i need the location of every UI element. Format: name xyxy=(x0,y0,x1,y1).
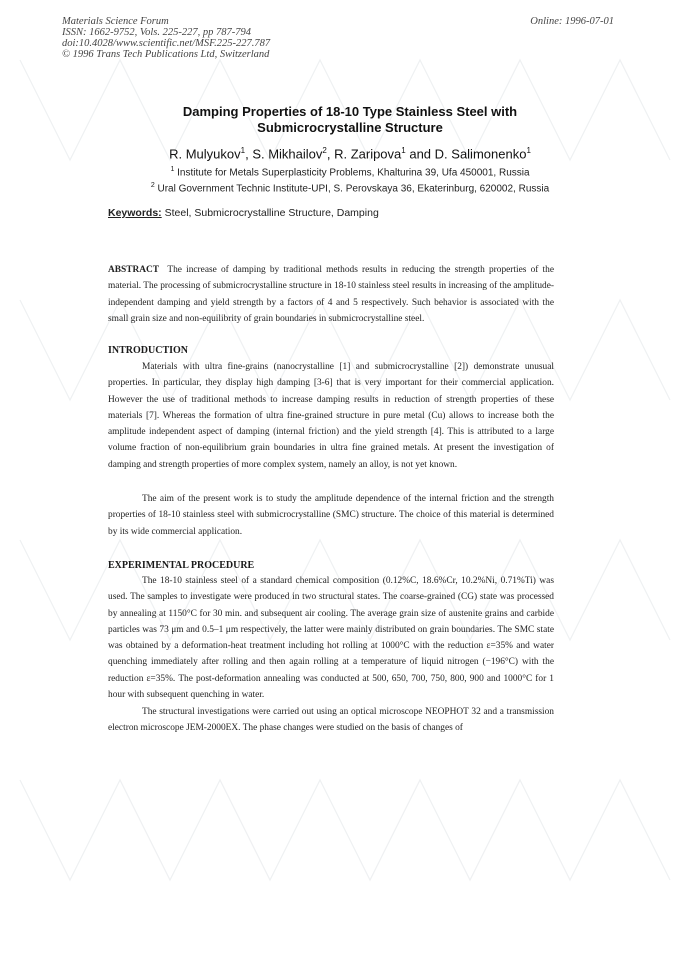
author-separator: , xyxy=(326,146,335,162)
author-name: S. Mikhailov xyxy=(252,146,323,162)
author-affiliation-mark: 2 xyxy=(322,146,327,155)
title-line-2: Submicrocrystalline Structure xyxy=(257,120,443,135)
experimental-paragraph-1 xyxy=(108,573,554,703)
abstract-label: ABSTRACT xyxy=(108,265,160,275)
publication-metadata xyxy=(62,16,270,60)
author-affiliation-mark: 1 xyxy=(401,146,406,155)
issn-line: ISSN: 1662-9752, Vols. 225-227, pp 787-794 xyxy=(62,27,251,38)
abstract-section xyxy=(108,262,554,327)
copyright-line: © 1996 Trans Tech Publications Ltd, Switzerland xyxy=(62,49,270,60)
author-affiliation-mark: 1 xyxy=(240,146,246,155)
affiliation-text: Ural Government Technic Institute-UPI, S. Perovskaya 36, Ekaterinburg, 620002, Russia xyxy=(157,183,550,195)
affiliation-2 xyxy=(100,182,600,194)
introduction-paragraph-2 xyxy=(108,491,554,540)
paragraph-text: Materials with ultra fine-grains (nanocrystalline [1] and submicrocrystalline [2]) demonstrate unusual properties. In particular, they display high damping [3-6] that is very important for their commercial application. However the use of traditional methods to increase damping results in reduction of strength properties of these materials [7]. Whereas the formation of ultra fine-grained structure in pure metal (Cu) allows to increase both the amplitude independent aspect of damping (internal friction) and the yield strength [4]. This is attributed to a large volume fraction of non-equilibrium grain boundaries in ultra fine grained metals. At present the investigation of damping and strength properties of more complex system, namely an alloy, is not yet known. xyxy=(108,362,554,470)
author-name: D. Salimonenko xyxy=(434,146,527,162)
experimental-paragraph-2 xyxy=(108,704,554,737)
paragraph-text: The aim of the present work is to study the amplitude dependence of the internal friction and the strength properties of 18-10 stainless steel with submicrocrystalline (SMC) structure. The choice of this material is determined by its wide commercial application. xyxy=(108,494,554,537)
affiliation-1 xyxy=(100,166,600,178)
introduction-heading: INTRODUCTION xyxy=(108,345,189,356)
keywords-line xyxy=(108,207,379,219)
affiliation-number: 2 xyxy=(150,182,155,189)
paragraph-text: The 18-10 stainless steel of a standard chemical composition (0.12%C, 18.6%Cr, 10.2%Ni, 0.71%Ti) was used. The samples to investigate were produced in two structural states. The coarse-grained (CG) state was processed by annealing at 1150°C for 30 min. and subsequent air cooling. The average grain size of austenite grains and carbide particles was 73 μm and 0.5–1 μm respectively, the latter were mainly distributed on grain boundaries. The SMC state was obtained by a deformation-heat treatment including hot rolling at 1000°C with the reduction ε=35% and water quenching immediately after rolling and then again rolling at a temperature of liquid nitrogen (−196°C) with the reduction ε=35%. The post-deformation annealing was conducted at 500, 650, 700, 750, 800, 900 and 1000°C for 1 hour with subsequent quenching in water. xyxy=(108,576,554,701)
affiliation-number: 1 xyxy=(170,166,175,173)
author-name: R. Zaripova xyxy=(334,146,402,162)
journal-name: Materials Science Forum xyxy=(62,16,169,27)
experimental-heading: EXPERIMENTAL PROCEDURE xyxy=(108,560,255,571)
title-line-1: Damping Properties of 18-10 Type Stainless Steel with xyxy=(182,104,518,119)
paper-title xyxy=(100,104,600,136)
online-date: Online: 1996-07-01 xyxy=(530,16,614,27)
author-separator: , xyxy=(245,146,253,162)
keywords-label: Keywords: xyxy=(108,207,162,219)
author-separator: and xyxy=(405,146,435,162)
keywords-text: Steel, Submicrocrystalline Structure, Damping xyxy=(164,207,379,219)
author-affiliation-mark: 1 xyxy=(526,146,531,155)
affiliation-text: Institute for Metals Superplasticity Problems, Khalturina 39, Ufa 450001, Russia xyxy=(177,167,530,179)
paragraph-text: The structural investigations were carried out using an optical microscope NEOPHOT 32 and a transmission electron microscope JEM-2000EX. The phase changes were studied on the basis of changes of xyxy=(108,707,554,734)
author-name: R. Mulyukov xyxy=(169,146,241,162)
introduction-paragraph-1 xyxy=(108,359,554,473)
abstract-text: The increase of damping by traditional methods results in reducing the strength properties of the material. The processing of submicrocrystalline structure in 18-10 stainless steel results in increasing of the amplitude-independent damping and yield strength by a factors of 4 and 5 respectively. Such behavior is associated with the small grain size and non-equilibrity of grain boundaries in submicrocrystalline steel. xyxy=(108,265,555,324)
author-list xyxy=(100,146,600,161)
doi-link[interactable]: doi:10.4028/www.scientific.net/MSF.225-227.787 xyxy=(62,38,271,49)
